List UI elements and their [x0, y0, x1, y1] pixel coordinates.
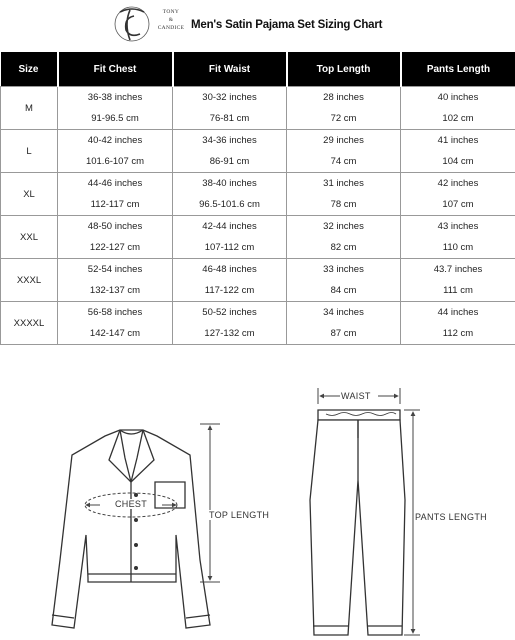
- chest-cm: 132-137 cm: [89, 285, 141, 296]
- chest-cell: [58, 259, 173, 302]
- chest-cm: 122-127 cm: [89, 242, 141, 253]
- chest-cell: [58, 216, 173, 259]
- chest-cm: 112-117 cm: [90, 199, 140, 210]
- size-cell: XXL: [1, 216, 58, 259]
- pants-length-arrow-icon: [404, 410, 420, 635]
- chest-inches: 44-46 inches: [87, 178, 143, 189]
- pants-cm: 112 cm: [442, 328, 474, 339]
- size-cell: XL: [1, 173, 58, 216]
- waist-inches: 30-32 inches: [202, 92, 257, 103]
- chest-cm: 101.6-107 cm: [85, 156, 145, 167]
- header-top-length: Top Length: [287, 52, 401, 87]
- table-row: [1, 302, 515, 345]
- pants-length-cell: [401, 173, 515, 216]
- header-fit-chest: Fit Chest: [58, 52, 173, 87]
- waist-cell: [173, 87, 287, 130]
- waist-inches: 34-36 inches: [202, 135, 257, 146]
- top-inches: 29 inches: [323, 135, 364, 146]
- top-length-cell: [287, 259, 401, 302]
- top-length-cell: [287, 87, 401, 130]
- header: [0, 0, 515, 48]
- brand-line-2: &: [168, 17, 174, 23]
- top-length-cell: [287, 130, 401, 173]
- pants-length-cell: [401, 259, 515, 302]
- chest-label: CHEST: [115, 499, 148, 509]
- waist-cell: [173, 130, 287, 173]
- waist-inches: 46-48 inches: [202, 264, 257, 275]
- pants-cm: 104 cm: [442, 156, 474, 167]
- size-cell: XXXL: [1, 259, 58, 302]
- header-fit-waist: Fit Waist: [173, 52, 287, 87]
- pants-inches: 43 inches: [437, 221, 479, 232]
- brand-line-3: CANDICE: [157, 25, 185, 31]
- brand-logo: [110, 2, 190, 46]
- chest-cell: [58, 130, 173, 173]
- top-cm: 87 cm: [330, 328, 357, 339]
- pants-inches: 44 inches: [437, 307, 479, 318]
- waist-inches: 42-44 inches: [202, 221, 257, 232]
- chest-cell: [58, 302, 173, 345]
- waist-cm: 86-91 cm: [209, 156, 250, 167]
- top-length-cell: [287, 173, 401, 216]
- pants-icon: [310, 410, 405, 635]
- top-cm: 74 cm: [330, 156, 357, 167]
- table-row: [1, 87, 515, 130]
- header-pants-length: Pants Length: [401, 52, 515, 87]
- chest-inches: 48-50 inches: [87, 221, 143, 232]
- pants-cm: 111 cm: [443, 285, 473, 296]
- waist-cm: 76-81 cm: [209, 113, 250, 124]
- table-row: [1, 173, 515, 216]
- table-row: [1, 259, 515, 302]
- size-cell: M: [1, 87, 58, 130]
- pants-length-cell: [401, 87, 515, 130]
- table-row: [1, 216, 515, 259]
- pants-length-cell: [401, 302, 515, 345]
- waist-cm: 127-132 cm: [204, 328, 255, 339]
- waist-cm: 107-112 cm: [204, 242, 255, 253]
- size-cell: XXXXL: [1, 302, 58, 345]
- size-cell: L: [1, 130, 58, 173]
- pants-length-cell: [401, 130, 515, 173]
- chest-inches: 52-54 inches: [87, 264, 143, 275]
- pants-inches: 43.7 inches: [433, 264, 483, 275]
- top-cm: 78 cm: [330, 199, 357, 210]
- chest-cell: [58, 173, 173, 216]
- top-cm: 72 cm: [330, 113, 357, 124]
- top-inches: 34 inches: [323, 307, 364, 318]
- page-title: Men's Satin Pajama Set Sizing Chart: [191, 19, 383, 31]
- waist-cell: [173, 259, 287, 302]
- garment-illustration: [0, 360, 515, 640]
- shirt-icon: [52, 430, 210, 628]
- size-chart-table: [0, 52, 515, 345]
- waist-cell: [173, 216, 287, 259]
- pants-cm: 102 cm: [442, 113, 474, 124]
- top-length-cell: [287, 302, 401, 345]
- pants-inches: 42 inches: [437, 178, 479, 189]
- chest-inches: 36-38 inches: [87, 92, 143, 103]
- top-cm: 84 cm: [330, 285, 357, 296]
- pants-length-label: PANTS LENGTH: [415, 512, 487, 522]
- top-inches: 31 inches: [323, 178, 364, 189]
- header-size: Size: [1, 52, 58, 87]
- waist-inches: 50-52 inches: [202, 307, 257, 318]
- top-length-cell: [287, 216, 401, 259]
- waist-inches: 38-40 inches: [202, 178, 257, 189]
- brand-line-1: TONY: [162, 9, 180, 15]
- pants-inches: 40 inches: [437, 92, 479, 103]
- table-row: [1, 130, 515, 173]
- waist-cell: [173, 173, 287, 216]
- top-cm: 82 cm: [330, 242, 357, 253]
- waist-cm: 96.5-101.6 cm: [199, 199, 260, 210]
- waist-cm: 117-122 cm: [204, 285, 255, 296]
- top-inches: 33 inches: [323, 264, 364, 275]
- top-inches: 32 inches: [323, 221, 364, 232]
- pants-inches: 41 inches: [437, 135, 479, 146]
- pants-cm: 110 cm: [442, 242, 474, 253]
- top-length-arrow-icon: [200, 424, 220, 582]
- measurement-diagram: [0, 360, 515, 640]
- chest-cell: [58, 87, 173, 130]
- chest-inches: 56-58 inches: [87, 307, 143, 318]
- chest-inches: 40-42 inches: [87, 135, 143, 146]
- pants-cm: 107 cm: [442, 199, 474, 210]
- top-length-label: TOP LENGTH: [209, 510, 270, 520]
- waist-cell: [173, 302, 287, 345]
- chest-cm: 142-147 cm: [89, 328, 141, 339]
- top-inches: 28 inches: [323, 92, 364, 103]
- waist-label: WAIST: [341, 391, 371, 401]
- brand-name: [148, 8, 194, 32]
- table-header-row: [1, 52, 515, 87]
- chest-cm: 91-96.5 cm: [91, 113, 139, 124]
- pants-length-cell: [401, 216, 515, 259]
